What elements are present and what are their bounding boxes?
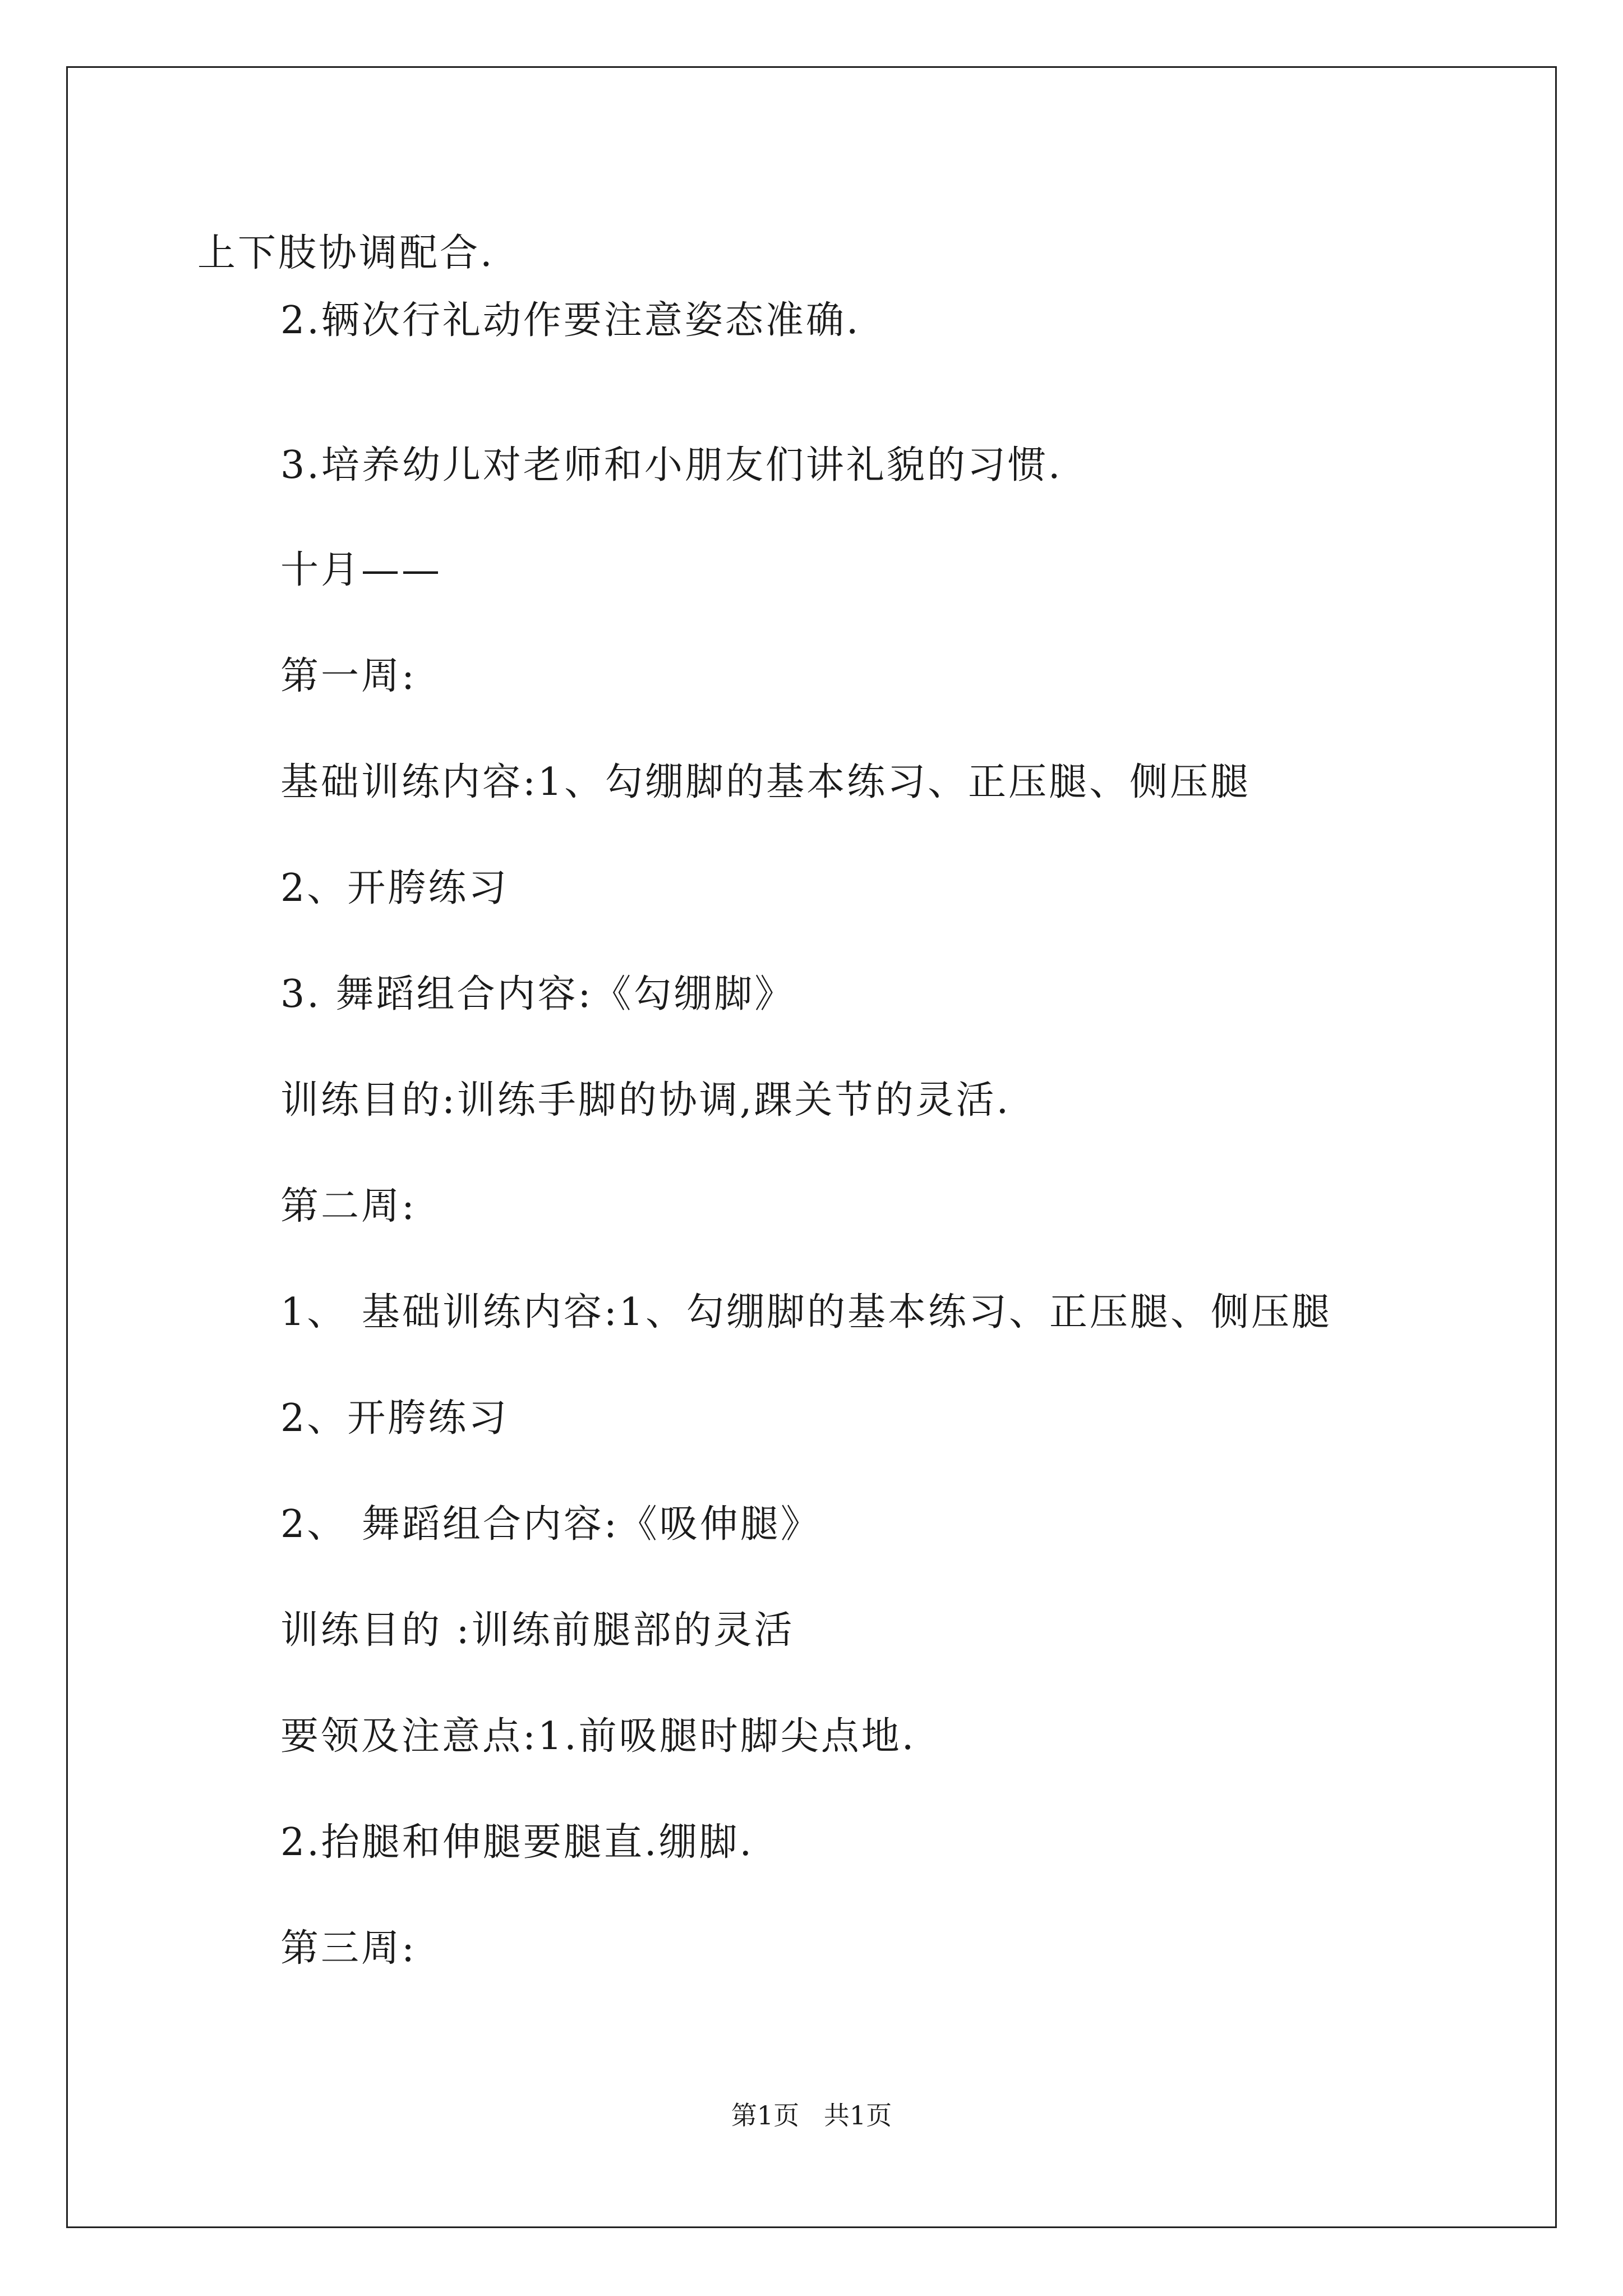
text-line: 第二周:	[280, 1184, 417, 1228]
text-line: 第三周:	[280, 1926, 417, 1971]
text-line: 基础训练内容:1、勾绷脚的基本练习、正压腿、侧压腿	[280, 760, 1251, 804]
text-line: 2、 舞蹈组合内容:《吸伸腿》	[280, 1502, 821, 1547]
text-line: 2.辆次行礼动作要注意姿态准确.	[280, 298, 861, 343]
text-line: 训练目的 :训练前腿部的灵活	[280, 1608, 795, 1653]
text-line: 十月——	[280, 548, 442, 592]
text-line: 3.培养幼儿对老师和小朋友们讲礼貌的习惯.	[280, 443, 1063, 487]
text-line: 2、开胯练习	[280, 866, 509, 910]
text-line: 3. 舞蹈组合内容:《勾绷脚》	[280, 972, 795, 1016]
text-line: 2、开胯练习	[280, 1396, 509, 1441]
text-line: 第一周:	[280, 654, 417, 698]
page-number-footer: 第1页 共1页	[731, 2100, 892, 2131]
text-line: 训练目的:训练手脚的协调,踝关节的灵活.	[280, 1078, 1011, 1122]
text-line: 2.抬腿和伸腿要腿直.绷脚.	[280, 1820, 754, 1865]
text-line: 1、 基础训练内容:1、勾绷脚的基本练习、正压腿、侧压腿	[280, 1290, 1332, 1335]
text-line: 上下肢协调配合.	[197, 231, 495, 275]
page-border	[66, 66, 1557, 2228]
text-line: 要领及注意点:1.前吸腿时脚尖点地.	[280, 1714, 916, 1759]
